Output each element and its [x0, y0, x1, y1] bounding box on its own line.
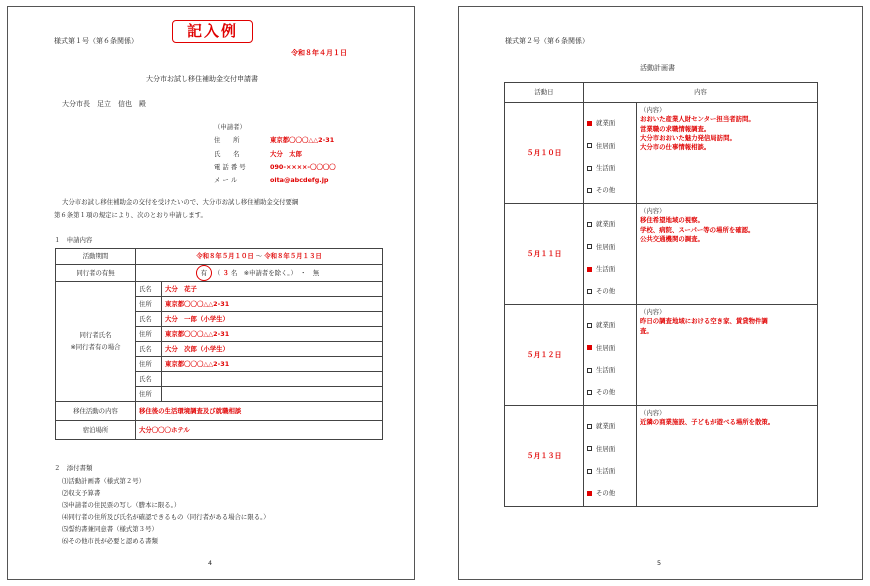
applicant-address: 東京都〇〇〇△△2-31	[270, 136, 335, 144]
empty-box-icon	[587, 323, 592, 328]
col-day-header: 活動日	[505, 83, 584, 103]
companion-field-value: 東京都〇〇〇△△2-31	[162, 297, 383, 312]
checkbox-employment: 就業面	[587, 322, 633, 328]
page-number: 5	[657, 559, 662, 567]
day-row	[505, 103, 818, 204]
activity-content: （内容） 昨日の調査地域における空き家、賃貸物件調 査。	[637, 305, 818, 406]
day-row	[505, 406, 818, 507]
companion-field-value: 東京都〇〇〇△△2-31	[162, 327, 383, 342]
section-attachments: ２ 添付書類	[54, 464, 93, 472]
companion-field-value: 大分 花子	[162, 282, 383, 297]
applicant-email-label: メ ー ル	[214, 176, 238, 184]
companion-count: ３	[222, 269, 229, 277]
checkbox-other: その他	[587, 490, 633, 496]
body-text-line2: 第６条第１項の規定により、次のとおり申請します。	[54, 211, 207, 219]
attachment-item: ⑸誓約書兼同意書（様式第３号）	[62, 525, 158, 533]
form-title: 活動計画書	[640, 64, 675, 72]
checkbox-employment: 就業面	[587, 221, 633, 227]
applicant-name-label: 氏 名	[214, 150, 240, 158]
application-date: 令和８年４月１日	[291, 49, 347, 57]
applicant-address-label: 住 所	[214, 136, 240, 144]
activity-content-value: 移住後の生活環境調査及び就職相談	[136, 402, 383, 421]
activity-date: ５月１１日	[505, 204, 584, 305]
period-from: 令和８年５月１０日	[196, 252, 254, 261]
day-row	[505, 305, 818, 406]
body-text-line1: 大分市お試し移住補助金の交付を受けたいので、大分市お試し移住補助金交付要綱	[62, 198, 299, 206]
activity-content-row	[56, 402, 383, 421]
checkbox-housing: 住居面	[587, 446, 633, 452]
companion-field-value: 大分 次郎（小学生）	[162, 342, 383, 357]
activity-content-label: 移住活動の内容	[56, 402, 136, 421]
empty-box-icon	[587, 143, 592, 148]
applicant-phone: 090-××××-〇〇〇〇	[270, 163, 336, 171]
checkbox-employment: 就業面	[587, 423, 633, 429]
companion-row	[56, 265, 383, 282]
empty-box-icon	[587, 166, 592, 171]
companion-field-value	[162, 387, 383, 402]
empty-box-icon	[587, 390, 592, 395]
empty-box-icon	[587, 368, 592, 373]
attachment-item: ⑷同行者の住所及び氏名が確認できるもの（同行者がある場合に限る。）	[62, 513, 270, 521]
category-checklist	[584, 305, 637, 406]
attachment-item: ⑵収支予算書	[62, 489, 101, 497]
companion-label: 同行者の有無	[56, 265, 136, 282]
companion-field-label: 住所	[136, 387, 162, 402]
activity-period-label: 活動期間	[56, 249, 136, 265]
checkbox-living: 生活面	[587, 468, 633, 474]
checkbox-housing: 住居面	[587, 143, 633, 149]
section-request-content: １ 申請内容	[54, 236, 93, 244]
col-content-header: 内容	[584, 83, 818, 103]
applicant-header: （申請者）	[214, 123, 246, 131]
activity-date: ５月１３日	[505, 406, 584, 507]
lodging-row	[56, 421, 383, 440]
companion-field-value	[162, 372, 383, 387]
example-stamp: 記入例	[172, 20, 253, 43]
empty-box-icon	[587, 244, 592, 249]
empty-box-icon	[587, 424, 592, 429]
checkbox-other: その他	[587, 187, 633, 193]
companion-field-label: 住所	[136, 327, 162, 342]
header-row	[505, 83, 818, 103]
companion-names-label: 同行者氏名 ※同行者有の場合	[56, 282, 136, 402]
period-to: 令和８年５月１３日	[264, 252, 322, 261]
activity-period-row	[56, 249, 383, 265]
empty-box-icon	[587, 222, 592, 227]
checkbox-living: 生活面	[587, 165, 633, 171]
attachment-item: ⑶申請者の住民票の写し（謄本に限る。）	[62, 501, 181, 509]
empty-box-icon	[587, 446, 592, 451]
application-table	[55, 248, 383, 440]
companion-field-label: 住所	[136, 357, 162, 372]
companion-field-label: 住所	[136, 297, 162, 312]
companion-detail-row	[56, 282, 383, 297]
checkbox-employment: 就業面	[587, 120, 633, 126]
attachment-item: ⑴活動計画書（様式第２号）	[62, 477, 146, 485]
companion-field-label: 氏名	[136, 372, 162, 387]
application-form-page	[7, 6, 415, 580]
day-row	[505, 204, 818, 305]
applicant-phone-label: 電 話 番 号	[214, 163, 246, 171]
form-number: 様式第２号（第６条関係）	[505, 37, 589, 45]
checkbox-other: その他	[587, 389, 633, 395]
page-number: 4	[208, 559, 213, 567]
checkbox-other: その他	[587, 288, 633, 294]
activity-content: （内容） 移住希望地域の視察。 学校、病院、スーパー等の場所を確認。 公共交通機関の調査。	[637, 204, 818, 305]
period-separator: ～	[255, 252, 263, 261]
companion-field-label: 氏名	[136, 282, 162, 297]
checked-box-icon	[587, 121, 592, 126]
companion-field-label: 氏名	[136, 342, 162, 357]
activity-date: ５月１０日	[505, 103, 584, 204]
activity-date: ５月１２日	[505, 305, 584, 406]
applicant-name: 大分 太郎	[270, 150, 302, 158]
category-checklist	[584, 103, 637, 204]
activity-content: （内容） 近隣の商業施設、子どもが遊べる場所を散策。	[637, 406, 818, 507]
checkbox-housing: 住居面	[587, 244, 633, 250]
checkbox-housing: 住居面	[587, 345, 633, 351]
form-title: 大分市お試し移住補助金交付申請書	[146, 75, 258, 83]
activity-content: （内容） おおいた産業人財センター担当者訪問。 営業職の求職情報調査。 大分市おおいた魅力発信局訪問。 大分市の仕事情報相談。	[637, 103, 818, 204]
companion-field-value: 東京都〇〇〇△△2-31	[162, 357, 383, 372]
companion-yes-circled: 有	[196, 265, 212, 281]
category-checklist	[584, 204, 637, 305]
form-number: 様式第１号（第６条関係）	[54, 37, 138, 45]
category-checklist	[584, 406, 637, 507]
lodging-label: 宿泊場所	[56, 421, 136, 440]
checkbox-living: 生活面	[587, 367, 633, 373]
companion-value: 有 （ ３ 名 ※申請者を除く。） ・ 無	[136, 265, 383, 282]
checked-box-icon	[587, 491, 592, 496]
companion-note: 名 ※申請者を除く。） ・ 無	[230, 269, 320, 277]
attachment-item: ⑹その他市長が必要と認める書類	[62, 537, 158, 545]
empty-box-icon	[587, 289, 592, 294]
addressee: 大分市長 足立 信也 殿	[62, 100, 146, 108]
checkbox-living: 生活面	[587, 266, 633, 272]
checked-box-icon	[587, 267, 592, 272]
empty-box-icon	[587, 188, 592, 193]
activity-plan-page	[458, 6, 863, 580]
activity-period-value	[136, 249, 383, 265]
lodging-value: 大分〇〇〇ホテル	[136, 421, 383, 440]
applicant-email: oita@abcdefg.jp	[270, 176, 329, 184]
activity-plan-table	[504, 82, 818, 507]
companion-field-value: 大分 一郎（小学生）	[162, 312, 383, 327]
empty-box-icon	[587, 469, 592, 474]
checked-box-icon	[587, 345, 592, 350]
companion-field-label: 氏名	[136, 312, 162, 327]
